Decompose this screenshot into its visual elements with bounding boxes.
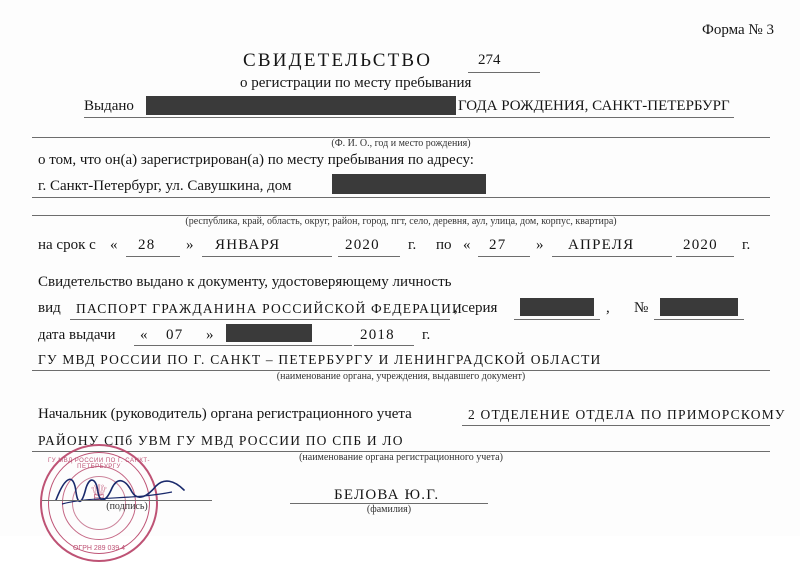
term-to-quote-close: » xyxy=(536,237,544,253)
caption-surname: (фамилия) xyxy=(366,504,412,515)
caption-fio: (Ф. И. О., год и место рождения) xyxy=(331,138,471,149)
term-from-quote-close: » xyxy=(186,237,194,253)
identity-date-label: дата выдачи xyxy=(38,327,116,343)
caption-org: (наименование органа регистрационного учета) xyxy=(299,452,503,463)
term-from-year-rule xyxy=(338,256,400,257)
signatory-org-rule-1 xyxy=(462,425,770,426)
caption-authority: (наименование органа, учреждения, выдавшего документ) xyxy=(276,371,526,382)
term-to-year: 2020 xyxy=(683,237,718,253)
term-from-quote-open: « xyxy=(110,237,118,253)
identity-number-label: № xyxy=(634,300,649,316)
signatory-org-line-2: РАЙОНУ СПб УВМ ГУ МВД РОССИИ ПО СПБ И ЛО xyxy=(38,433,404,448)
stamp-bottom-text: ОГРН 289 039 4 xyxy=(72,545,126,552)
identity-kind-rule xyxy=(70,319,450,320)
issued-to-rule xyxy=(84,117,734,118)
identity-date-quote-close: » xyxy=(206,327,214,343)
page-subtitle: о регистрации по месту пребывания xyxy=(240,75,472,91)
identity-number-rule xyxy=(654,319,744,320)
redacted-fio xyxy=(146,96,456,115)
redacted-number xyxy=(660,298,738,316)
eagle-emblem-icon: ♕ xyxy=(89,480,109,505)
identity-date-year-mark: г. xyxy=(422,327,431,343)
certificate-number-rule xyxy=(468,72,540,73)
page-title: СВИДЕТЕЛЬСТВО xyxy=(243,50,433,71)
caption-signature: (подпись) xyxy=(106,501,148,512)
term-from-day-rule xyxy=(126,256,180,257)
term-to-year-mark: г. xyxy=(742,237,751,253)
identity-series-rule xyxy=(514,319,600,320)
redacted-date-month xyxy=(226,324,312,342)
caption-address: (республика, край, область, округ, район, город, пгт, село, деревня, аул, улица, дом, корпус, квартира) xyxy=(185,216,617,227)
identity-date-quote-open: « xyxy=(140,327,148,343)
term-prefix: на срок с xyxy=(38,237,96,253)
term-to-year-rule xyxy=(676,256,734,257)
term-to-month-rule xyxy=(552,256,672,257)
term-from-year-mark: г. xyxy=(408,237,417,253)
redacted-series xyxy=(520,298,594,316)
signatory-role-label: Начальник (руководитель) органа регистрационного учета xyxy=(38,406,412,422)
identity-kind-label: вид xyxy=(38,300,61,316)
issued-to-suffix: ГОДА РОЖДЕНИЯ, САНКТ-ПЕТЕРБУРГ xyxy=(458,98,730,114)
term-from-month-rule xyxy=(202,256,332,257)
issued-to-label: Выдано xyxy=(84,98,134,114)
term-to-quote-open: « xyxy=(463,237,471,253)
term-from-day: 28 xyxy=(138,237,156,253)
identity-date-year-rule xyxy=(354,345,414,346)
identity-date-year: 2018 xyxy=(360,327,395,343)
term-from-year: 2020 xyxy=(345,237,380,253)
address-rule-1 xyxy=(32,197,770,198)
identity-date-day: 07 xyxy=(166,327,184,343)
term-to-day: 27 xyxy=(489,237,507,253)
address-text: г. Санкт-Петербург, ул. Савушкина, дом xyxy=(38,178,292,194)
identity-date-rule xyxy=(134,345,352,346)
term-from-month: ЯНВАРЯ xyxy=(215,237,281,253)
identity-authority: ГУ МВД РОССИИ ПО Г. САНКТ – ПЕТЕРБУРГУ И ЛЕНИНГРАДСКОЙ ОБЛАСТИ xyxy=(38,352,602,367)
stamp-top-text: ГУ МВД РОССИИ ПО Г. САНКТ-ПЕТЕРБУРГУ xyxy=(47,458,150,470)
identity-intro: Свидетельство выдано к документу, удостоверяющему личность xyxy=(38,274,452,290)
form-number: Форма № 3 xyxy=(702,22,774,38)
certificate-number: 274 xyxy=(478,52,501,68)
term-middle: по xyxy=(436,237,452,253)
signatory-surname: БЕЛОВА Ю.Г. xyxy=(334,487,440,503)
signatory-org-line-1: 2 ОТДЕЛЕНИЕ ОТДЕЛА ПО ПРИМОРСКОМУ xyxy=(468,407,786,422)
identity-series-comma: , xyxy=(606,300,610,316)
redacted-address xyxy=(332,174,486,194)
identity-kind-value: ПАСПОРТ ГРАЖДАНИНА РОССИЙСКОЙ ФЕДЕРАЦИИ xyxy=(76,301,463,316)
registration-statement: о том, что он(а) зарегистрирован(а) по месту пребывания по адресу: xyxy=(38,152,474,168)
identity-series-label: , серия xyxy=(454,300,498,316)
term-to-month: АПРЕЛЯ xyxy=(568,237,635,253)
term-to-day-rule xyxy=(478,256,530,257)
